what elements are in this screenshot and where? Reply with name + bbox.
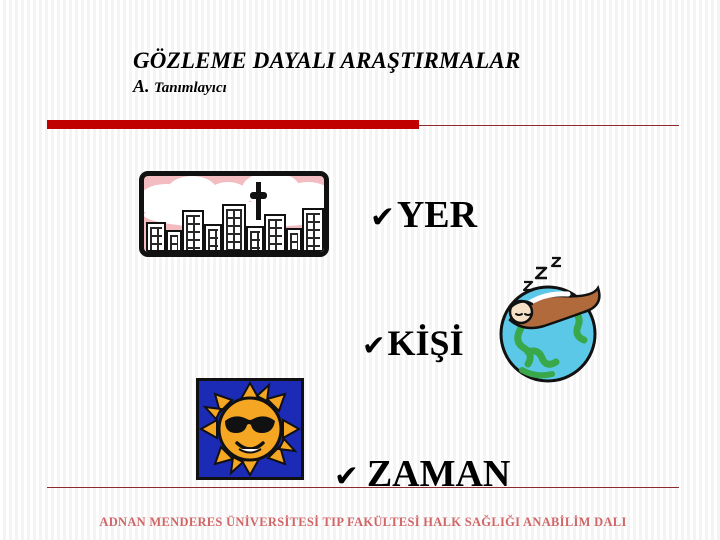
bullet-label-yer: YER <box>396 194 478 236</box>
slide-footer: ADNAN MENDERES ÜNİVERSİTESİ TIP FAKÜLTESİ HALK SAĞLIĞI ANABİLİM DALI <box>99 515 627 529</box>
bullet-item-zaman <box>334 452 510 496</box>
title-block <box>133 48 653 97</box>
check-icon: ✔ <box>362 329 386 362</box>
sun-with-sunglasses-illustration <box>196 378 304 480</box>
city-skyline-illustration <box>139 171 329 257</box>
subtitle-prefix: A. <box>133 76 150 97</box>
subtitle-text: Tanımlayıcı <box>154 80 227 97</box>
bullet-item-kisi <box>362 322 464 364</box>
check-icon: ✔ <box>370 199 395 234</box>
bullet-label-zaman: ZAMAN <box>366 453 511 495</box>
bullet-label-kisi: KİŞİ <box>387 323 464 363</box>
page-title: GÖZLEME DAYALI ARAŞTIRMALAR <box>133 48 521 73</box>
person-sleeping-on-globe-illustration <box>484 248 619 388</box>
bullet-item-yer <box>370 193 477 237</box>
divider-top-accent-bar <box>47 120 419 129</box>
page-subtitle <box>133 77 653 97</box>
check-icon: ✔ <box>334 458 359 493</box>
